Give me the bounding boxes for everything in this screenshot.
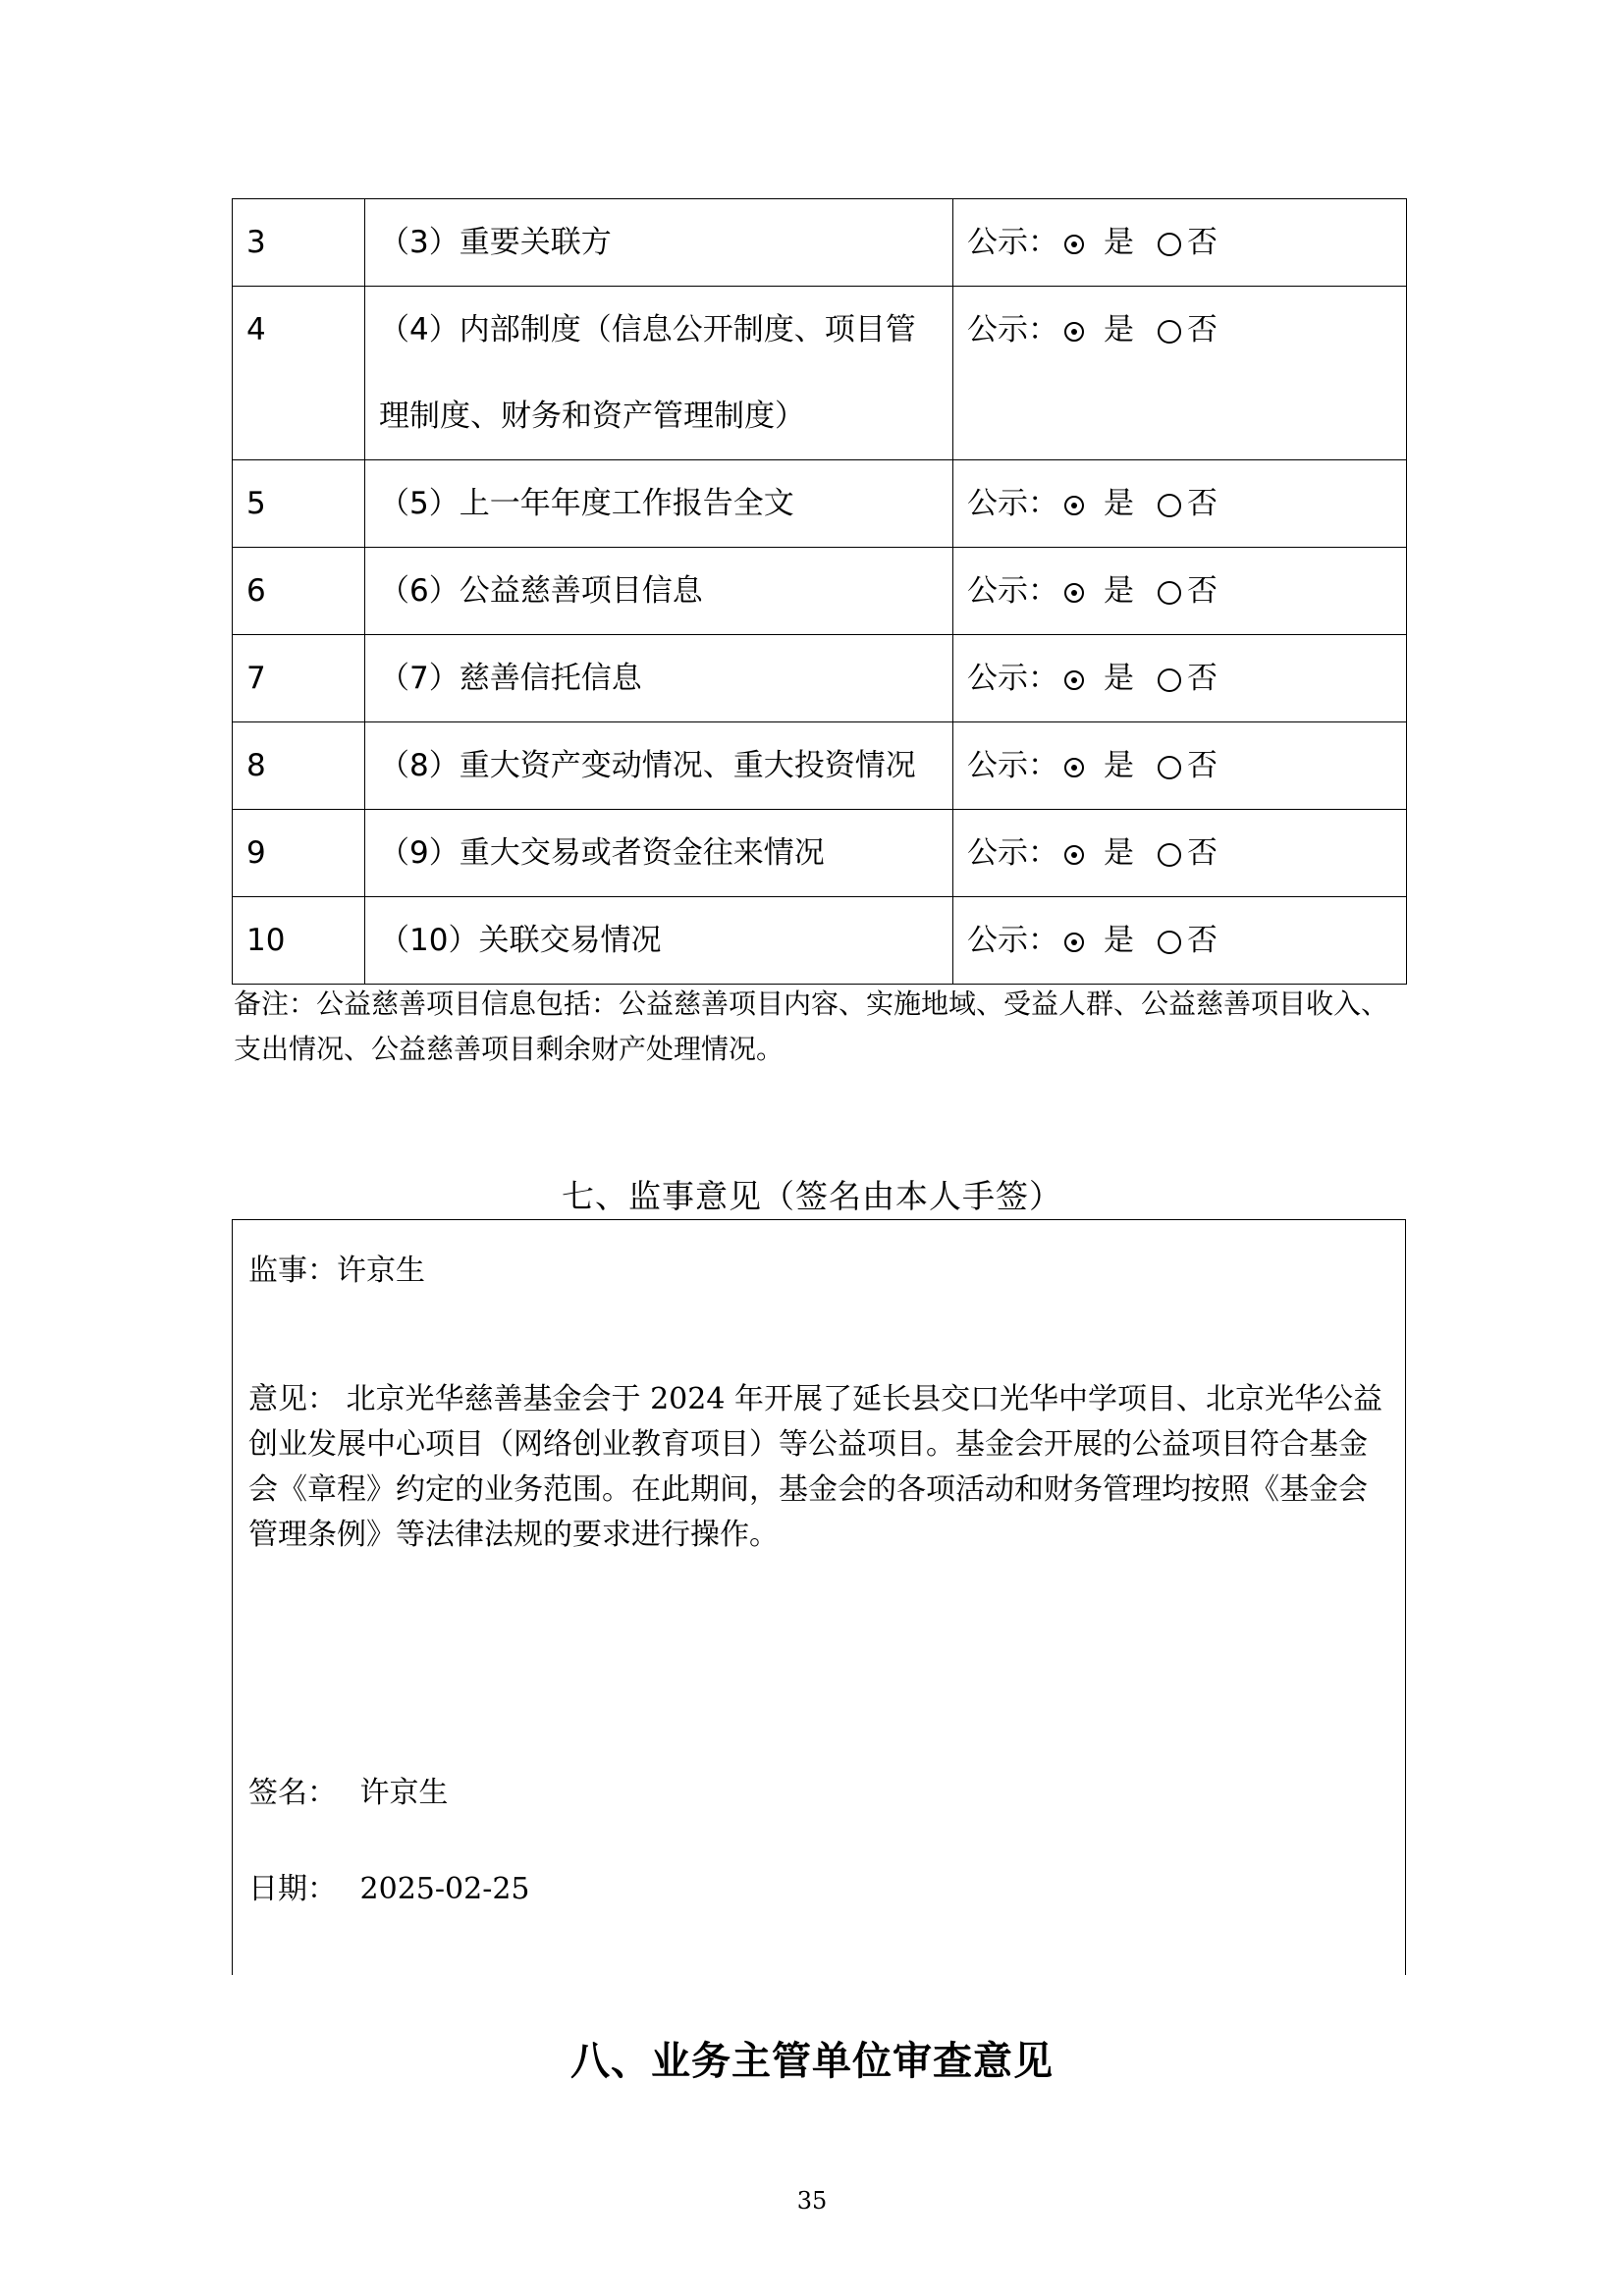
disclosure-label: 公示： [967,573,1058,609]
section7-title: 七、监事意见（签名由本人手签） [562,1177,1062,1215]
row-disclosure [953,287,1407,460]
disclosure-options [967,661,1218,696]
radio-no-icon[interactable] [1158,843,1181,867]
signature-line [248,1768,449,1811]
radio-yes-icon[interactable] [1064,933,1084,952]
disclosure-label: 公示： [967,312,1058,347]
radio-yes-icon[interactable] [1064,322,1084,342]
table-row [233,722,1407,810]
row-number: 4 [233,287,365,460]
section8-title: 八、业务主管单位审查意见 [570,2038,1054,2084]
disclosure-label: 公示： [967,835,1058,871]
option-no-label: 否 [1187,923,1218,958]
radio-yes-icon[interactable] [1064,583,1084,603]
row-item: （4）内部制度（信息公开制度、项目管理制度、财务和资产管理制度） [365,287,953,460]
option-yes-label: 是 [1104,748,1134,783]
radio-yes-icon[interactable] [1064,235,1084,254]
table-row [233,897,1407,985]
table-row [233,548,1407,635]
row-item: （3）重要关联方 [365,199,953,287]
option-yes-label: 是 [1104,835,1134,871]
option-no-label: 否 [1187,835,1218,871]
row-disclosure [953,897,1407,985]
option-no-label: 否 [1187,312,1218,347]
radio-yes-icon[interactable] [1064,845,1084,865]
row-disclosure [953,635,1407,722]
option-yes-label: 是 [1104,486,1134,521]
row-number: 8 [233,722,365,810]
page-number: 35 [796,2187,828,2215]
option-no-label: 否 [1187,661,1218,696]
option-yes-label: 是 [1104,573,1134,609]
disclosure-options [967,225,1218,260]
table-row [233,460,1407,548]
row-number: 5 [233,460,365,548]
date-value: 2025-02-25 [359,1872,530,1906]
row-number: 7 [233,635,365,722]
row-number: 9 [233,810,365,897]
row-number: 3 [233,199,365,287]
row-item: （5）上一年年度工作报告全文 [365,460,953,548]
disclosure-options [967,312,1218,347]
signature-value: 许京生 [359,1776,449,1810]
option-no-label: 否 [1187,748,1218,783]
radio-yes-icon[interactable] [1064,496,1084,515]
disclosure-options [967,573,1218,609]
row-item: （6）公益慈善项目信息 [365,548,953,635]
row-disclosure [953,199,1407,287]
disclosure-table-body [233,199,1407,985]
option-yes-label: 是 [1104,661,1134,696]
radio-yes-icon[interactable] [1064,758,1084,777]
disclosure-label: 公示： [967,748,1058,783]
table-row [233,635,1407,722]
supervisor-opinion-text: 意见： 北京光华慈善基金会于 2024 年开展了延长县交口光华中学项目、北京光华公益创业发展中心项目（网络创业教育项目）等公益项目。基金会开展的公益项目符合基金会《章程》约定的业务范围。在此期间，基金会的各项活动和财务管理均按照《基金会管理条例》等法律法规的要求进行操作。 [248,1382,1382,1552]
disclosure-label: 公示： [967,225,1058,260]
option-yes-label: 是 [1104,312,1134,347]
supervisor-opinion-box [232,1219,1406,1975]
disclosure-options [967,486,1218,521]
radio-no-icon[interactable] [1158,931,1181,954]
disclosure-options [967,835,1218,871]
row-item: （10）关联交易情况 [365,897,953,985]
date-label: 日期： [248,1872,337,1906]
row-disclosure [953,460,1407,548]
row-item: （9）重大交易或者资金往来情况 [365,810,953,897]
disclosure-table [232,198,1407,985]
row-item: （8）重大资产变动情况、重大投资情况 [365,722,953,810]
option-yes-label: 是 [1104,225,1134,260]
supervisor-name: 监事：许京生 [248,1254,425,1288]
row-disclosure [953,548,1407,635]
row-disclosure [953,722,1407,810]
table-row [233,810,1407,897]
disclosure-label: 公示： [967,661,1058,696]
disclosure-options [967,748,1218,783]
table-row [233,199,1407,287]
signature-label: 签名： [248,1776,337,1810]
radio-no-icon[interactable] [1158,233,1181,256]
row-item: （7）慈善信托信息 [365,635,953,722]
radio-no-icon[interactable] [1158,320,1181,344]
table-row [233,287,1407,460]
radio-no-icon[interactable] [1158,756,1181,779]
option-yes-label: 是 [1104,923,1134,958]
option-no-label: 否 [1187,225,1218,260]
date-line [248,1864,530,1907]
radio-yes-icon[interactable] [1064,670,1084,690]
radio-no-icon[interactable] [1158,581,1181,605]
disclosure-options [967,923,1218,958]
row-number: 6 [233,548,365,635]
row-number: 10 [233,897,365,985]
option-no-label: 否 [1187,486,1218,521]
row-disclosure [953,810,1407,897]
radio-no-icon[interactable] [1158,668,1181,692]
disclosure-label: 公示： [967,923,1058,958]
disclosure-label: 公示： [967,486,1058,521]
option-no-label: 否 [1187,573,1218,609]
table-note: 备注：公益慈善项目信息包括：公益慈善项目内容、实施地域、受益人群、公益慈善项目收入、支出情况、公益慈善项目剩余财产处理情况。 [234,988,1389,1065]
radio-no-icon[interactable] [1158,494,1181,517]
